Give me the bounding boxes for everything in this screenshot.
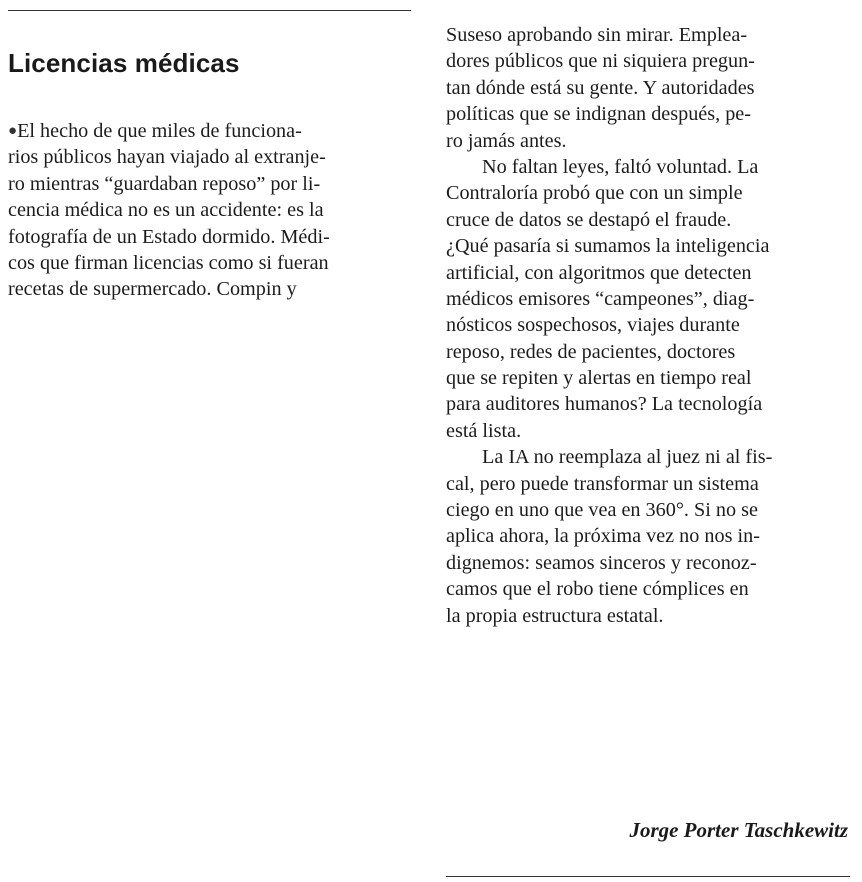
paragraph-line: Contraloría probó que con un simple xyxy=(446,182,743,205)
author-byline: Jorge Porter Taschkewitz xyxy=(629,818,848,842)
paragraph-line: ●El hecho de que miles de funciona- xyxy=(8,120,302,142)
paragraph-line: La IA no reemplaza al juez ni al fis- xyxy=(482,446,773,469)
paragraph-line: No faltan leyes, faltó voluntad. La xyxy=(482,155,759,178)
paragraph-line: para auditores humanos? La tecnología xyxy=(446,393,763,416)
paragraph-line: ro mientras “guardaban reposo” por li- xyxy=(8,172,321,195)
paragraph-line: nósticos sospechosos, viajes durante xyxy=(446,314,740,337)
bullet-icon: ● xyxy=(8,123,18,139)
paragraph-line: cencia médica no es un accidente: es la xyxy=(8,199,324,222)
bottom-rule xyxy=(446,876,850,877)
paragraph-line: que se repiten y alertas en tiempo real xyxy=(446,367,752,390)
top-rule xyxy=(8,10,411,11)
paragraph-line: dores públicos que ni siquiera pregun- xyxy=(446,50,755,73)
paragraph-line: recetas de supermercado. Compin y xyxy=(8,278,297,301)
left-column xyxy=(8,118,410,303)
article-title: Licencias médicas xyxy=(8,48,240,78)
paragraph-line: ¿Qué pasaría si sumamos la inteligencia xyxy=(446,235,770,258)
paragraph-line: ciego en uno que vea en 360°. Si no se xyxy=(446,499,758,522)
paragraph-line: reposo, redes de pacientes, doctores xyxy=(446,340,736,363)
paragraph-line: cos que firman licencias como si fueran xyxy=(8,251,329,274)
paragraph-line: rios públicos hayan viajado al extranje- xyxy=(8,146,326,169)
paragraph-line: tan dónde está su gente. Y autoridades xyxy=(446,76,755,99)
paragraph-line: cal, pero puede transformar un sistema xyxy=(446,472,759,495)
paragraph-line: dignemos: seamos sinceros y reconoz- xyxy=(446,551,757,574)
paragraph-line: médicos emisores “campeones”, diag- xyxy=(446,287,755,310)
paragraph-line: ro jamás antes. xyxy=(446,129,567,152)
paragraph-line: políticas que se indignan después, pe- xyxy=(446,103,751,126)
paragraph-line: Suseso aprobando sin mirar. Emplea- xyxy=(446,24,748,46)
paragraph-line: fotografía de un Estado dormido. Médi- xyxy=(8,225,330,248)
right-column xyxy=(446,22,850,629)
paragraph-line: artificial, con algoritmos que detecten xyxy=(446,261,752,284)
paragraph-line: está lista. xyxy=(446,419,522,442)
paragraph-line: la propia estructura estatal. xyxy=(446,604,664,627)
paragraph-line: camos que el robo tiene cómplices en xyxy=(446,578,749,601)
paragraph-line: aplica ahora, la próxima vez no nos in- xyxy=(446,525,760,548)
paragraph-line: cruce de datos se destapó el fraude. xyxy=(446,208,732,231)
